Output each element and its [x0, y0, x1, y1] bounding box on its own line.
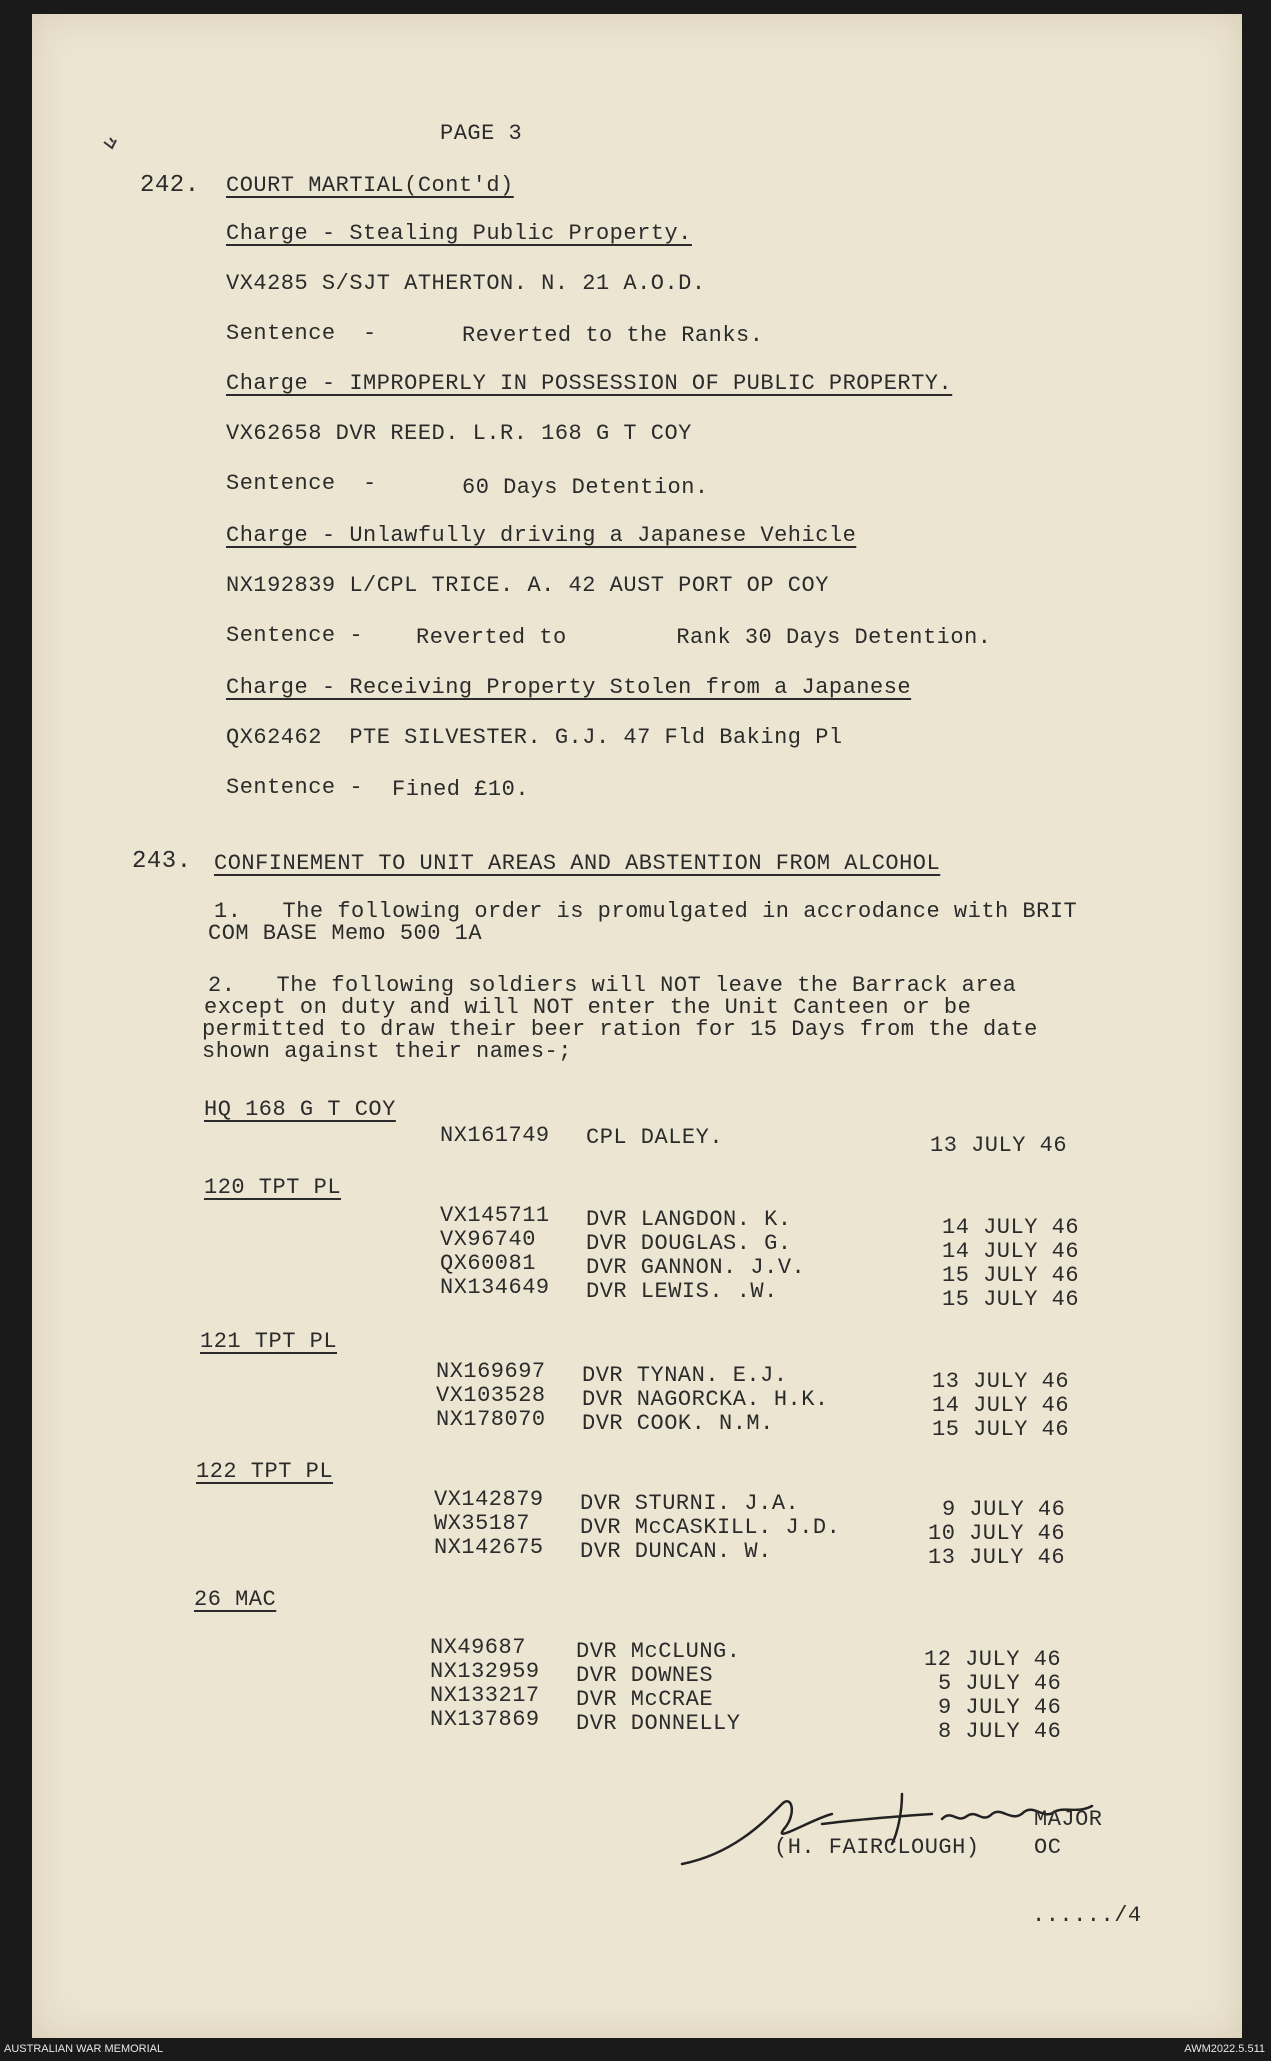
confinement-date: 9 JULY 46	[938, 1695, 1062, 1720]
soldier-number: VX103528	[436, 1383, 546, 1408]
document-page	[32, 14, 1242, 2038]
unit-heading: 122 TPT PL	[196, 1459, 334, 1484]
soldier-name: DVR NAGORCKA. H.K.	[582, 1387, 829, 1412]
section-heading-242: COURT MARTIAL(Cont'd)	[226, 173, 514, 198]
signatory-name: (H. FAIRCLOUGH)	[774, 1835, 980, 1860]
soldier-1: VX4285 S/SJT ATHERTON. N. 21 A.O.D.	[226, 271, 706, 296]
soldier-number: NX178070	[436, 1407, 546, 1432]
confinement-date: 9 JULY 46	[942, 1497, 1066, 1522]
soldier-name: DVR McCLUNG.	[576, 1639, 741, 1664]
footer-institution: AUSTRALIAN WAR MEMORIAL	[4, 2043, 164, 2055]
sentence-3: Reverted to Rank 30 Days Detention.	[416, 625, 992, 650]
soldier-name: DVR McCRAE	[576, 1687, 714, 1712]
confinement-date: 15 JULY 46	[932, 1417, 1070, 1442]
soldier-number: QX60081	[440, 1251, 536, 1276]
soldier-number: NX137869	[430, 1707, 540, 1732]
unit-heading: 26 MAC	[194, 1587, 277, 1612]
soldier-name: DVR COOK. N.M.	[582, 1411, 774, 1436]
soldier-number: VX96740	[440, 1227, 536, 1252]
confinement-date: 14 JULY 46	[942, 1215, 1080, 1240]
confinement-date: 14 JULY 46	[932, 1393, 1070, 1418]
confinement-date: 8 JULY 46	[938, 1719, 1062, 1744]
confinement-date: 13 JULY 46	[932, 1369, 1070, 1394]
unit-heading: 121 TPT PL	[200, 1329, 338, 1354]
charge-3: Charge - Unlawfully driving a Japanese Vehicle	[226, 523, 857, 548]
para-2-line-4: shown against their names-;	[202, 1039, 572, 1064]
soldier-number: NX49687	[430, 1635, 526, 1660]
confinement-date: 10 JULY 46	[928, 1521, 1066, 1546]
soldier-number: NX169697	[436, 1359, 546, 1384]
soldier-2: VX62658 DVR REED. L.R. 168 G T COY	[226, 421, 692, 446]
sentence-label-1: Sentence -	[226, 321, 377, 346]
confinement-date: 13 JULY 46	[930, 1133, 1068, 1158]
signatory-role: OC	[1034, 1835, 1062, 1860]
soldier-name: CPL DALEY.	[586, 1125, 724, 1150]
soldier-3: NX192839 L/CPL TRICE. A. 42 AUST PORT OP COY	[226, 573, 829, 598]
charge-4: Charge - Receiving Property Stolen from a Japanese	[226, 675, 912, 700]
para-2-line-3: permitted to draw their beer ration for 15 Days from the date	[202, 1017, 1038, 1042]
confinement-date: 15 JULY 46	[942, 1287, 1080, 1312]
section-heading-243: CONFINEMENT TO UNIT AREAS AND ABSTENTION FROM ALCOHOL	[214, 851, 941, 876]
charge-1: Charge - Stealing Public Property.	[226, 221, 692, 246]
unit-heading: 120 TPT PL	[204, 1175, 342, 1200]
soldier-number: NX142675	[434, 1535, 544, 1560]
confinement-date: 14 JULY 46	[942, 1239, 1080, 1264]
confinement-date: 13 JULY 46	[928, 1545, 1066, 1570]
para-1-line-1: 1. The following order is promulgated in accrodance with BRIT	[214, 899, 1078, 924]
soldier-name: DVR McCASKILL. J.D.	[580, 1515, 841, 1540]
sentence-label-2: Sentence -	[226, 471, 377, 496]
soldier-name: DVR DONNELLY	[576, 1711, 741, 1736]
soldier-name: DVR GANNON. J.V.	[586, 1255, 806, 1280]
para-2-line-2: except on duty and will NOT enter the Unit Canteen or be	[204, 995, 972, 1020]
para-1-line-2: COM BASE Memo 500 1A	[208, 921, 483, 946]
soldier-name: DVR LANGDON. K.	[586, 1207, 792, 1232]
soldier-number: NX132959	[430, 1659, 540, 1684]
soldier-number: NX134649	[440, 1275, 550, 1300]
footer-reference: AWM2022.5.511	[1184, 2043, 1265, 2055]
confinement-date: 12 JULY 46	[924, 1647, 1062, 1672]
page-number: PAGE 3	[440, 121, 523, 146]
confinement-date: 15 JULY 46	[942, 1263, 1080, 1288]
soldier-number: NX133217	[430, 1683, 540, 1708]
continuation-marker: ....../4	[1032, 1903, 1142, 1928]
sentence-2: 60 Days Detention.	[462, 475, 709, 500]
soldier-4: QX62462 PTE SILVESTER. G.J. 47 Fld Baking Pl	[226, 725, 843, 750]
sentence-label-3: Sentence -	[226, 623, 364, 648]
soldier-number: NX161749	[440, 1123, 550, 1148]
soldier-number: WX35187	[434, 1511, 530, 1536]
sentence-4: Fined £10.	[392, 777, 530, 802]
para-2-line-1: 2. The following soldiers will NOT leave the Barrack area	[208, 973, 1017, 998]
soldier-number: VX145711	[440, 1203, 550, 1228]
sentence-label-4: Sentence -	[226, 775, 364, 800]
soldier-name: DVR DOWNES	[576, 1663, 714, 1688]
section-number-243: 243.	[132, 848, 192, 875]
section-number-242: 242.	[140, 172, 200, 199]
charge-2: Charge - IMPROPERLY IN POSSESSION OF PUBLIC PROPERTY.	[226, 371, 953, 396]
soldier-number: VX142879	[434, 1487, 544, 1512]
soldier-name: DVR STURNI. J.A.	[580, 1491, 800, 1516]
archive-footer	[0, 2038, 1271, 2061]
tick-mark-icon	[102, 136, 124, 152]
soldier-name: DVR DUNCAN. W.	[580, 1539, 772, 1564]
sentence-1: Reverted to the Ranks.	[462, 323, 764, 348]
soldier-name: DVR DOUGLAS. G.	[586, 1231, 792, 1256]
handwritten-signature	[672, 1784, 1192, 1874]
unit-heading: HQ 168 G T COY	[204, 1097, 396, 1122]
soldier-name: DVR LEWIS. .W.	[586, 1279, 778, 1304]
soldier-name: DVR TYNAN. E.J.	[582, 1363, 788, 1388]
signatory-rank: MAJOR	[1034, 1807, 1103, 1832]
confinement-date: 5 JULY 46	[938, 1671, 1062, 1696]
